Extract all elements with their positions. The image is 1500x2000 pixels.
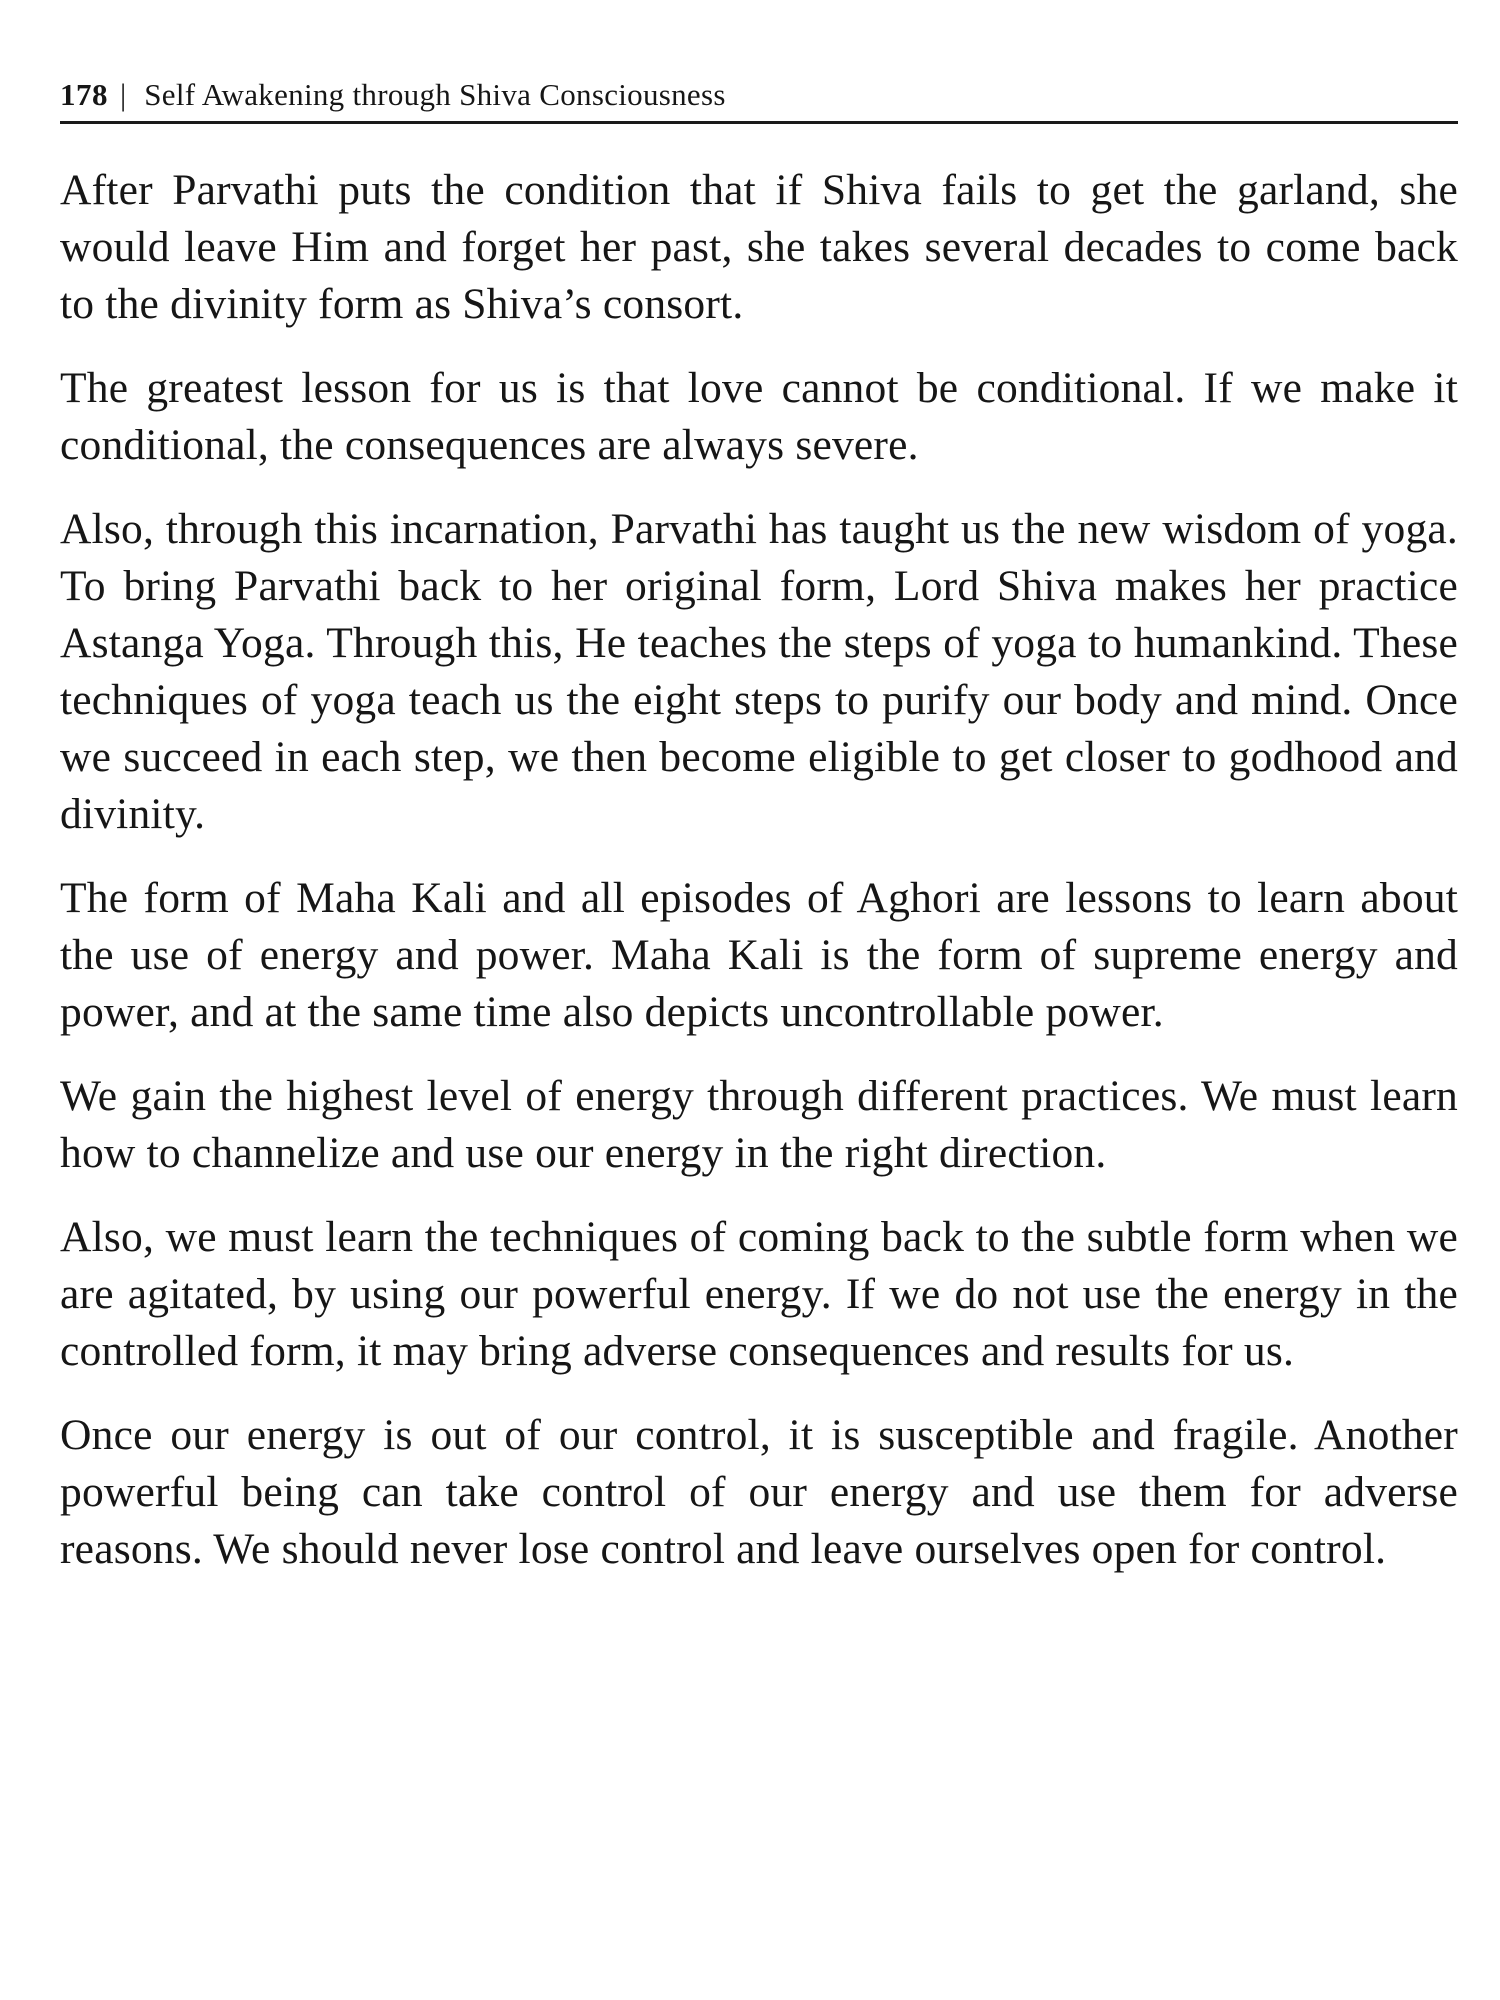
paragraph-4: The form of Maha Kali and all episodes of Aghori are lessons to learn about the use of energy and power. Maha Kali is the form of supreme energy and power, and at the same time also depicts uncontrollable power. <box>60 874 1458 1036</box>
paragraph-5: We gain the highest level of energy through different practices. We must learn how to channelize and use our energy in the right direction. <box>60 1072 1458 1177</box>
paragraph-6: Also, we must learn the techniques of coming back to the subtle form when we are agitated, by using our powerful energy. If we do not use the energy in the controlled form, it may bring adverse consequences and results for us. <box>60 1213 1458 1375</box>
paragraph-3: Also, through this incarnation, Parvathi has taught us the new wisdom of yoga. To bring Parvathi back to her original form, Lord Shiva makes her practice Astanga Yoga. Through this, He teaches the steps of yoga to humankind. These techniques of yoga teach us the eight steps to purify our body and mind. Once we succeed in each step, we then become eligible to get closer to godhood and divinity. <box>60 505 1458 838</box>
page-number: 178 <box>60 77 108 112</box>
running-header <box>60 68 1458 124</box>
paragraph-7: Once our energy is out of our control, it is susceptible and fragile. Another powerful being can take control of our energy and use them for adverse reasons. We should never lose control and leave ourselves open for control. <box>60 1411 1458 1573</box>
paragraph-2: The greatest lesson for us is that love cannot be conditional. If we make it conditional, the consequences are always severe. <box>60 364 1458 469</box>
paragraph-1: After Parvathi puts the condition that if Shiva fails to get the garland, she would leave Him and forget her past, she takes several decades to come back to the divinity form as Shiva’s consort. <box>60 166 1458 328</box>
running-title: Self Awakening through Shiva Consciousness <box>144 77 726 112</box>
header-separator: | <box>120 77 127 112</box>
body-text <box>60 162 1458 1605</box>
